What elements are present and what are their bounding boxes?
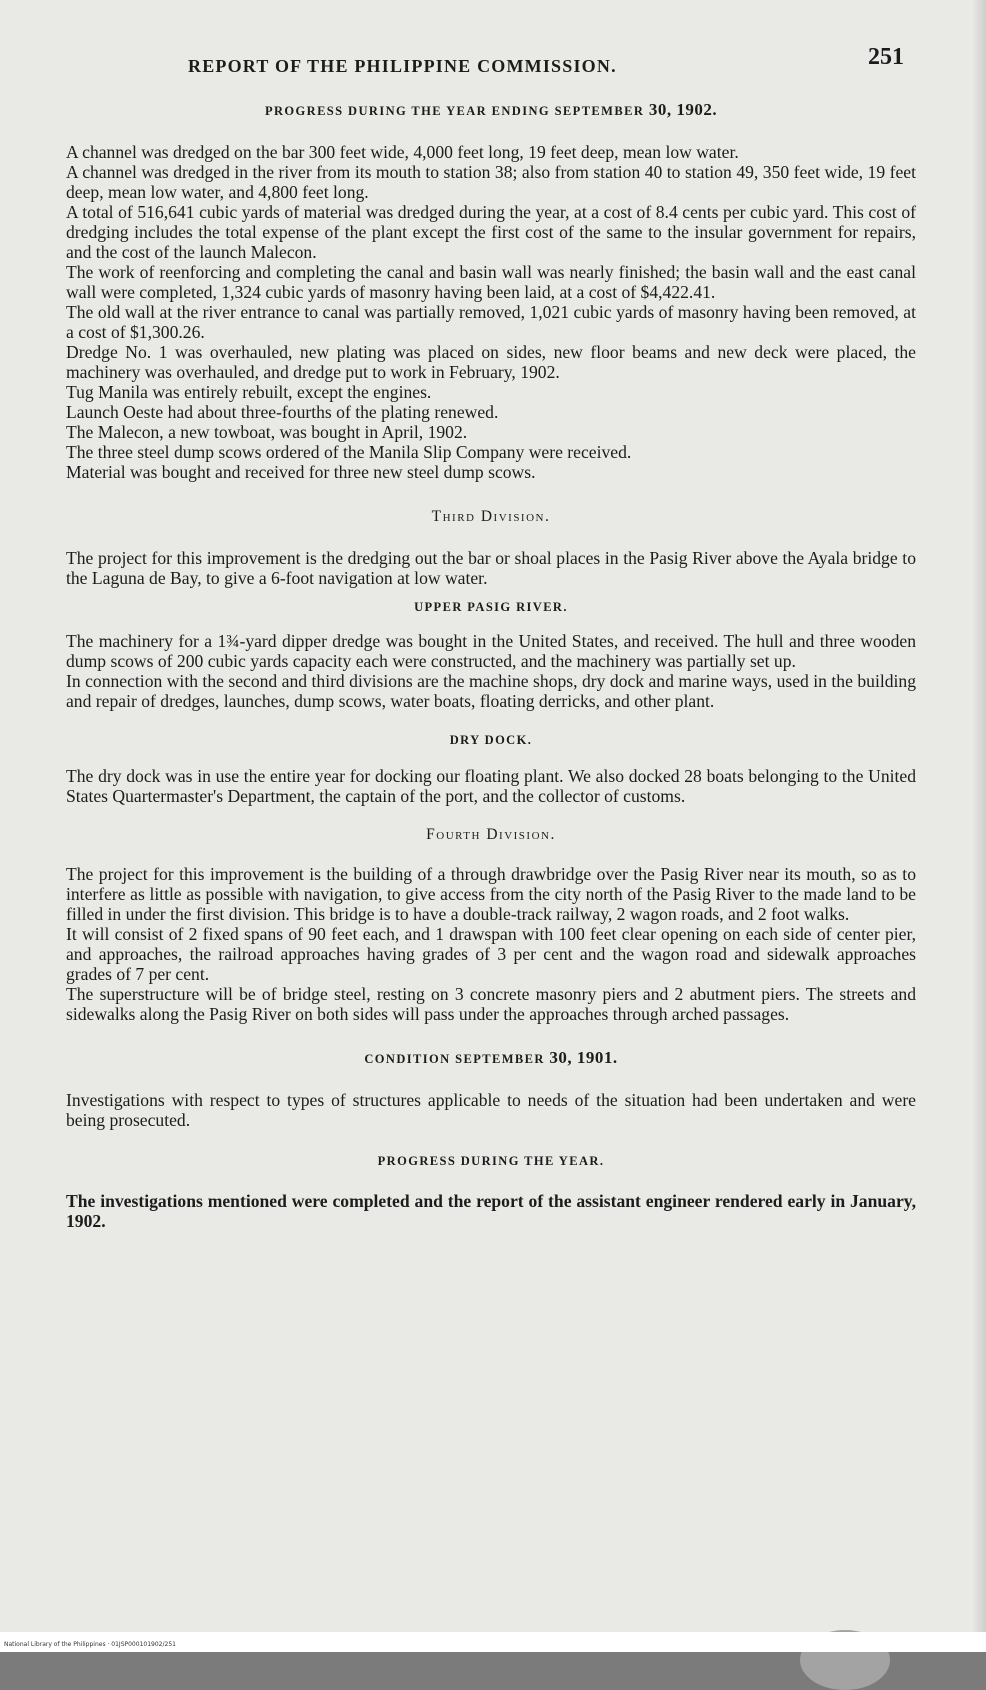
condition-heading	[66, 1048, 916, 1068]
paragraph: The project for this improvement is the building of a through drawbridge over the Pasig River near its mouth, so as to interfere as little as possible with navigation, to give access from the city north of the Pasig River to the made land to be filled in under the first division. This bridge is to have a double-track railway, 2 wagon roads, and 2 foot walks.	[66, 864, 916, 924]
paragraph: A channel was dredged in the river from its mouth to station 38; also from station 40 to station 49, 350 feet wide, 19 feet deep, mean low water, and 4,800 feet long.	[66, 162, 916, 202]
dry-dock-heading: DRY DOCK.	[66, 733, 916, 748]
progress-during-year-heading: PROGRESS DURING THE YEAR.	[66, 1154, 916, 1169]
third-division-heading: Third Division.	[66, 508, 916, 526]
running-head	[66, 38, 916, 78]
paragraph: Tug Manila was entirely rebuilt, except the engines.	[66, 382, 916, 402]
paragraph: A channel was dredged on the bar 300 feet wide, 4,000 feet long, 19 feet deep, mean low water.	[66, 142, 916, 162]
paragraph: The old wall at the river entrance to canal was partially removed, 1,021 cubic yards of masonry having been removed, at a cost of $1,300.26.	[66, 302, 916, 342]
page-number: 251	[868, 44, 904, 71]
progress-paragraph: The investigations mentioned were completed and the report of the assistant engineer rendered early in January, 1902.	[66, 1191, 916, 1231]
third-division-intro: The project for this improvement is the dredging out the bar or shoal places in the Pasig River above the Ayala bridge to the Laguna de Bay, to give a 6-foot navigation at low water.	[66, 548, 916, 588]
heading-text: PROGRESS DURING THE YEAR ENDING SEPTEMBER	[265, 104, 644, 118]
footer-source-line: National Library of the Philippines · 01JSP000101902/251	[4, 1641, 176, 1648]
paragraph: Material was bought and received for three new steel dump scows.	[66, 462, 916, 482]
paragraph: The three steel dump scows ordered of the Manila Slip Company were received.	[66, 442, 916, 462]
section-heading-progress-1902	[66, 100, 916, 120]
condition-paragraph: Investigations with respect to types of structures applicable to needs of the situation had been undertaken and were being prosecuted.	[66, 1090, 916, 1130]
heading-text: CONDITION SEPTEMBER	[364, 1052, 544, 1066]
fourth-division-heading: Fourth Division.	[66, 826, 916, 844]
paragraph: It will consist of 2 fixed spans of 90 feet each, and 1 drawspan with 100 feet clear opening on each side of center pier, and approaches, the railroad approaches having grades of 3 per cent and the wagon road and sidewalk approaches grades of 7 per cent.	[66, 924, 916, 984]
paragraph: In connection with the second and third divisions are the machine shops, dry dock and marine ways, used in the building and repair of dredges, launches, dump scows, water boats, floating derricks, and other plant.	[66, 671, 916, 711]
paragraph: The superstructure will be of bridge steel, resting on 3 concrete masonry piers and 2 abutment piers. The streets and sidewalks along the Pasig River on both sides will pass under the approaches through arched passages.	[66, 984, 916, 1024]
paragraph: A total of 516,641 cubic yards of material was dredged during the year, at a cost of 8.4 cents per cubic yard. This cost of dredging includes the total expense of the plant except the first cost of the same to the insular government for repairs, and the cost of the launch Malecon.	[66, 202, 916, 262]
paragraph: Launch Oeste had about three-fourths of the plating renewed.	[66, 402, 916, 422]
upper-pasig-river-heading: UPPER PASIG RIVER.	[66, 600, 916, 615]
dry-dock-paragraph: The dry dock was in use the entire year for docking our floating plant. We also docked 28 boats belonging to the United States Quartermaster's Department, the captain of the port, and the collector of customs.	[66, 766, 916, 806]
paragraph: The Malecon, a new towboat, was bought in April, 1902.	[66, 422, 916, 442]
running-title: REPORT OF THE PHILIPPINE COMMISSION.	[188, 56, 617, 77]
footer-strip	[0, 1632, 986, 1652]
paragraph: Dredge No. 1 was overhauled, new plating was placed on sides, new floor beams and new deck were placed, the machinery was overhauled, and dredge put to work in February, 1902.	[66, 342, 916, 382]
heading-date: 30, 1901.	[549, 1048, 617, 1067]
section1-body	[66, 142, 916, 482]
page-edge-shadow	[972, 0, 986, 1652]
paragraph: The machinery for a 1¾-yard dipper dredge was bought in the United States, and received. The hull and three wooden dump scows of 200 cubic yards capacity each were constructed, and the machinery was partially set up.	[66, 631, 916, 671]
paragraph: The work of reenforcing and completing the canal and basin wall was nearly finished; the basin wall and the east canal wall were completed, 1,324 cubic yards of masonry having been laid, at a cost of $4,422.41.	[66, 262, 916, 302]
heading-date: 30, 1902.	[649, 100, 717, 119]
